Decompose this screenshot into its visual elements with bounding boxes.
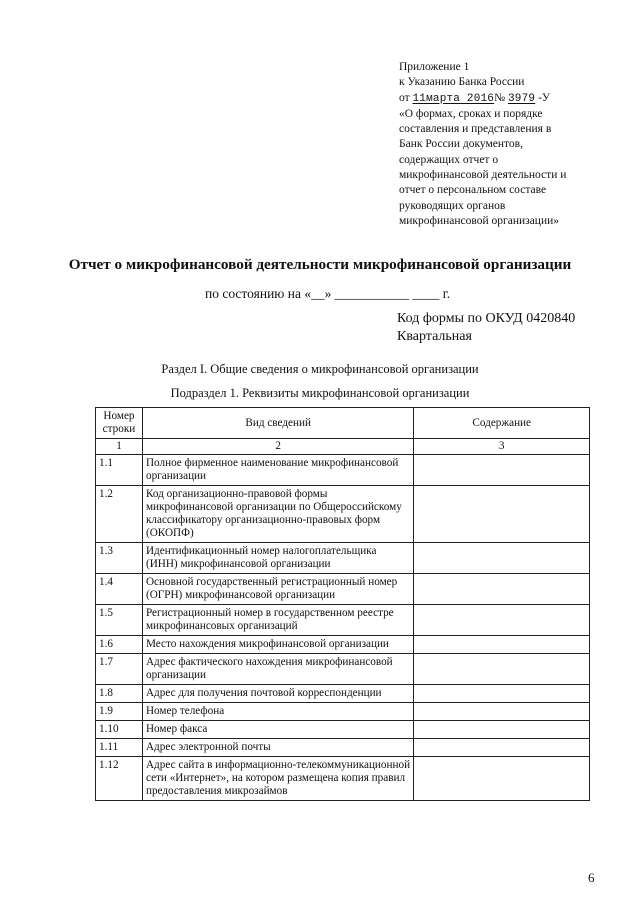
number-suffix: -У bbox=[538, 91, 551, 104]
okud-code: Код формы по ОКУД 0420840 bbox=[397, 311, 576, 326]
row-value[interactable] bbox=[414, 543, 590, 574]
requisites-table bbox=[95, 407, 590, 801]
row-number: 1.1 bbox=[96, 455, 143, 486]
row-label: Номер телефона bbox=[142, 703, 413, 721]
row-value[interactable] bbox=[414, 605, 590, 636]
typed-date: 11марта 2016 bbox=[412, 92, 495, 105]
row-value[interactable] bbox=[414, 685, 590, 703]
row-number: 1.3 bbox=[96, 543, 143, 574]
column-number: 1 bbox=[96, 439, 143, 455]
row-value[interactable] bbox=[414, 757, 590, 801]
appendix-reference: к Указанию Банка России bbox=[399, 76, 525, 89]
appendix-line: составления и представления в bbox=[399, 123, 552, 136]
row-value[interactable] bbox=[414, 739, 590, 757]
row-value[interactable] bbox=[414, 636, 590, 654]
table-row bbox=[96, 486, 590, 543]
date-prefix: от bbox=[399, 91, 410, 104]
table-row bbox=[96, 685, 590, 703]
table-row bbox=[96, 605, 590, 636]
row-label: Место нахождения микрофинансовой организации bbox=[142, 636, 413, 654]
row-number: 1.10 bbox=[96, 721, 143, 739]
appendix-line: отчет о персональном составе bbox=[399, 184, 547, 197]
appendix-line: микрофинансовой деятельности и bbox=[399, 169, 567, 182]
row-number: 1.11 bbox=[96, 739, 143, 757]
row-number: 1.2 bbox=[96, 486, 143, 543]
appendix-block bbox=[399, 60, 600, 229]
header-content: Содержание bbox=[414, 408, 590, 439]
appendix-line: руководящих органов bbox=[399, 199, 506, 212]
row-number: 1.12 bbox=[96, 757, 143, 801]
row-label: Адрес фактического нахождения микрофинансовой организации bbox=[142, 654, 413, 685]
row-value[interactable] bbox=[414, 654, 590, 685]
table-row bbox=[96, 455, 590, 486]
table-row bbox=[96, 739, 590, 757]
typed-number: 3979 bbox=[507, 92, 536, 105]
table-row bbox=[96, 703, 590, 721]
table-row bbox=[96, 543, 590, 574]
column-number-row bbox=[96, 439, 590, 455]
report-date-line: по состоянию на «__» ___________ ____ г. bbox=[205, 286, 451, 301]
appendix-line: Банк России документов, bbox=[399, 138, 523, 151]
appendix-line: содержащих отчет о bbox=[399, 153, 499, 166]
table-row bbox=[96, 574, 590, 605]
row-label: Адрес сайта в информационно-телекоммуникационной сети «Интернет», на котором размещена копия правил предоставления микрозаймов bbox=[142, 757, 413, 801]
row-label: Адрес электронной почты bbox=[142, 739, 413, 757]
column-number: 3 bbox=[414, 439, 590, 455]
row-number: 1.4 bbox=[96, 574, 143, 605]
row-number: 1.8 bbox=[96, 685, 143, 703]
appendix-line: «О формах, сроках и порядке bbox=[399, 107, 543, 120]
report-title: Отчет о микрофинансовой деятельности микрофинансовой организации bbox=[68, 256, 572, 273]
row-number: 1.5 bbox=[96, 605, 143, 636]
row-number: 1.7 bbox=[96, 654, 143, 685]
row-label: Основной государственный регистрационный номер (ОГРН) микрофинансовой организации bbox=[142, 574, 413, 605]
number-sign: № bbox=[494, 91, 506, 104]
header-info-type: Вид сведений bbox=[142, 408, 413, 439]
row-label: Адрес для получения почтовой корреспонденции bbox=[142, 685, 413, 703]
appendix-title: Приложение 1 bbox=[399, 61, 470, 73]
row-label: Код организационно-правовой формы микрофинансовой организации по Общероссийскому классификатору организационно-правовых форм (ОКОПФ) bbox=[142, 486, 413, 543]
periodicity: Квартальная bbox=[397, 329, 472, 344]
table-row bbox=[96, 654, 590, 685]
table-row bbox=[96, 636, 590, 654]
row-value[interactable] bbox=[414, 721, 590, 739]
row-value[interactable] bbox=[414, 574, 590, 605]
header-row-number: Номер строки bbox=[96, 408, 143, 439]
row-value[interactable] bbox=[414, 486, 590, 543]
page-number: 6 bbox=[588, 870, 595, 885]
row-number: 1.9 bbox=[96, 703, 143, 721]
row-number: 1.6 bbox=[96, 636, 143, 654]
row-label: Номер факса bbox=[142, 721, 413, 739]
section-title: Раздел I. Общие сведения о микрофинансовой организации bbox=[161, 362, 479, 376]
row-value[interactable] bbox=[414, 455, 590, 486]
row-label: Полное фирменное наименование микрофинансовой организации bbox=[142, 455, 413, 486]
table-header-row bbox=[96, 408, 590, 439]
column-number: 2 bbox=[142, 439, 413, 455]
row-label: Регистрационный номер в государственном реестре микрофинансовых организаций bbox=[142, 605, 413, 636]
table-row bbox=[96, 757, 590, 801]
row-label: Идентификационный номер налогоплательщика (ИНН) микрофинансовой организации bbox=[142, 543, 413, 574]
okud-block bbox=[397, 310, 575, 346]
appendix-line: микрофинансовой организации» bbox=[399, 214, 560, 227]
row-value[interactable] bbox=[414, 703, 590, 721]
subsection-title: Подраздел 1. Реквизиты микрофинансовой организации bbox=[170, 386, 470, 400]
appendix-date-line bbox=[399, 91, 600, 107]
table-row bbox=[96, 721, 590, 739]
